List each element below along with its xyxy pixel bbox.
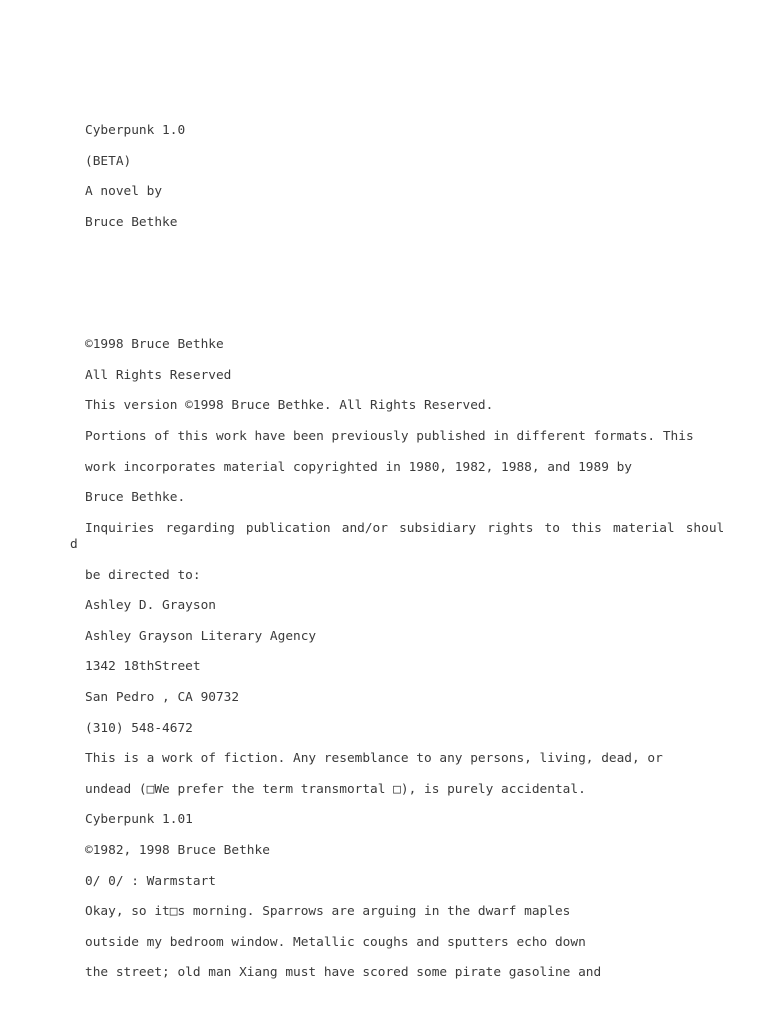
line-portions-2: work incorporates material copyrighted in 1980, 1982, 1988, and 1989 by <box>85 459 633 475</box>
line-fiction-1: This is a work of fiction. Any resemblance to any persons, living, dead, or <box>85 751 663 767</box>
line-blank-1 <box>85 245 748 276</box>
line-body-1: Okay, so it□s morning. Sparrows are arguing in the dwarf maples <box>85 904 571 920</box>
line-this-version: This version ©1998 Bruce Bethke. All Rights Reserved. <box>85 398 494 414</box>
line-portions-1: Portions of this work have been previously published in different formats. This <box>85 429 694 445</box>
line-copyright-1998: ©1998 Bruce Bethke <box>85 337 224 353</box>
line-warmstart: 0/ 0/ : Warmstart <box>85 873 216 889</box>
line-phone-number: (310) 548-4672 <box>85 720 193 736</box>
line-blank-3 <box>85 307 748 338</box>
line-agent-name: Ashley D. Grayson <box>85 598 216 614</box>
line-city-state-zip: San Pedro , CA 90732 <box>85 689 240 705</box>
line-novel-by: A novel by <box>85 184 163 200</box>
line-portions-3: Bruce Bethke. <box>85 490 186 506</box>
line-body-2: outside my bedroom window. Metallic coughs and sputters echo down <box>85 934 586 950</box>
line-title: Cyberpunk 1.0 <box>85 123 186 138</box>
line-copyright-1982: ©1982, 1998 Bruce Bethke <box>85 843 270 859</box>
line-blank-2 <box>85 276 748 307</box>
line-agency-name: Ashley Grayson Literary Agency <box>85 628 317 644</box>
line-be-directed: be directed to: <box>85 567 201 583</box>
line-fiction-2: undead (□We prefer the term transmortal □), is purely accidental. <box>85 781 586 797</box>
line-inquiries-wrap: d <box>70 536 78 552</box>
line-street-address: 1342 18thStreet <box>85 659 201 675</box>
line-version-101: Cyberpunk 1.01 <box>85 812 193 828</box>
line-body-3: the street; old man Xiang must have scored some pirate gasoline and <box>85 965 602 981</box>
line-all-rights: All Rights Reserved <box>85 367 232 383</box>
line-inquiries: Inquiries regarding publication and/or subsidiary rights to this material shoul <box>85 520 725 536</box>
document-text-block <box>70 123 748 996</box>
line-beta: (BETA) <box>85 153 132 169</box>
line-author: Bruce Bethke <box>85 214 178 230</box>
